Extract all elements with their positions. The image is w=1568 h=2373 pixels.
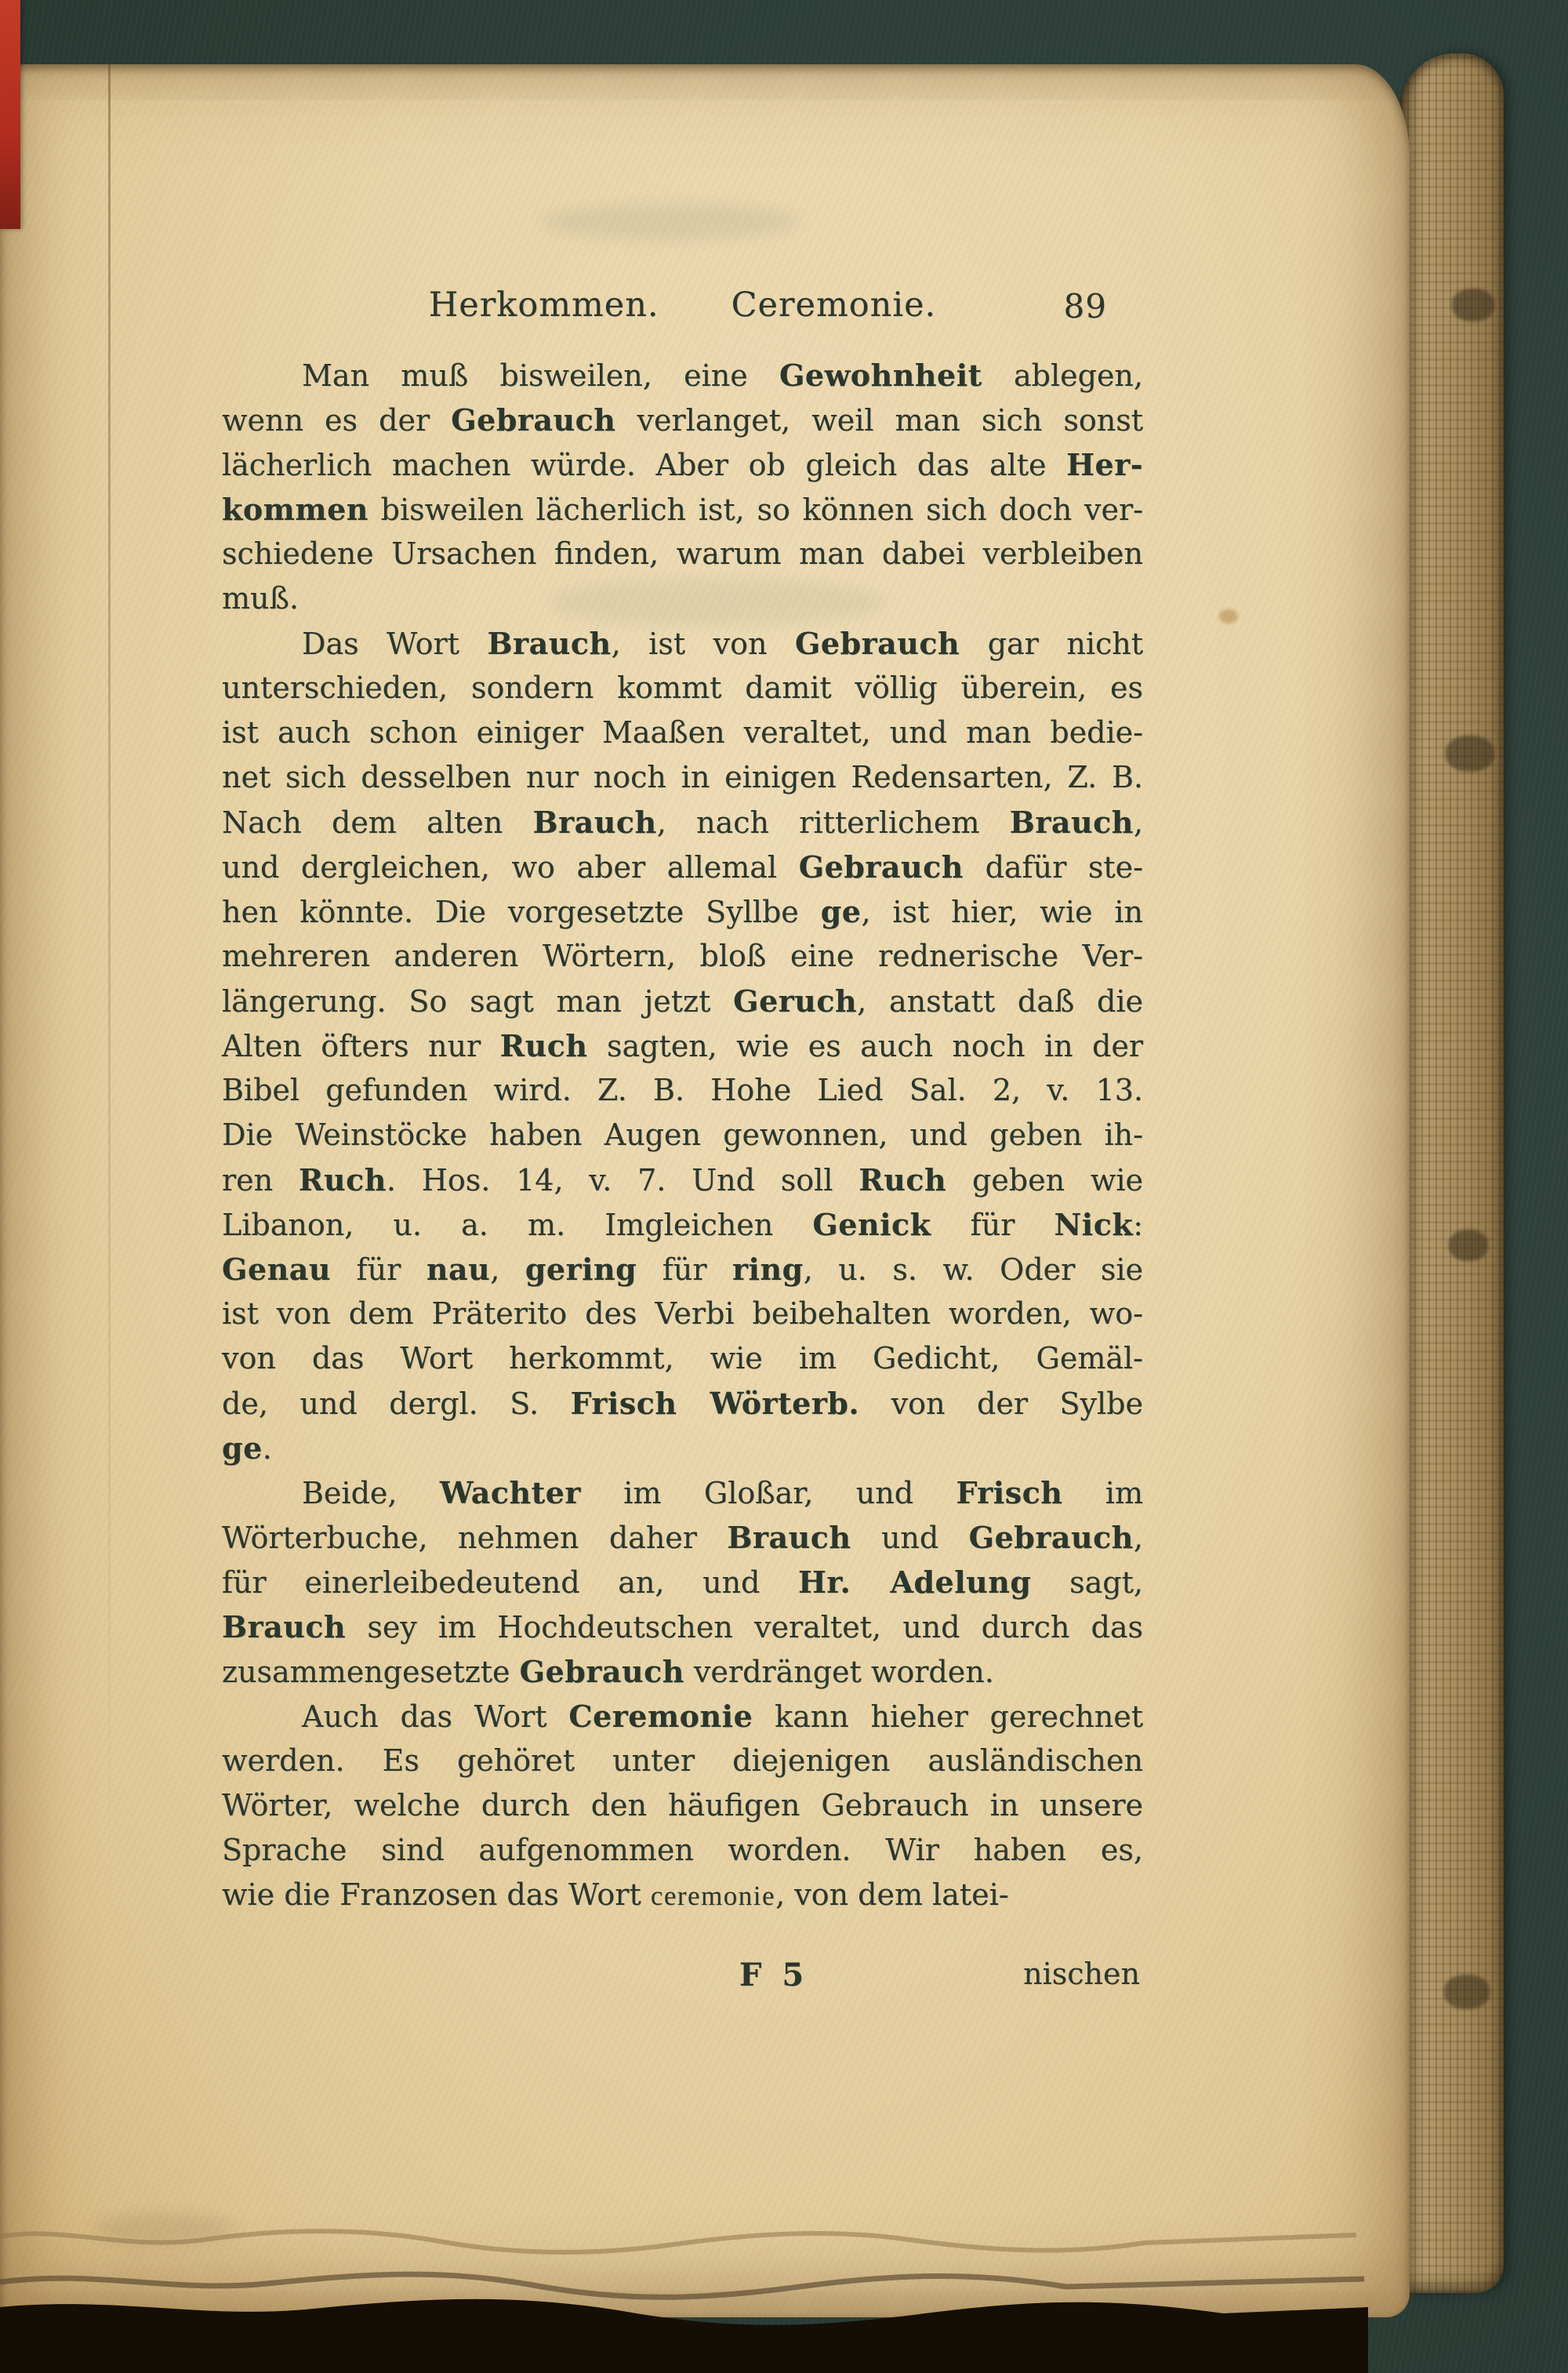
signature-mark: F 5 [739, 1957, 809, 1993]
text-line [222, 1292, 1143, 1336]
text-segment: , ist hier, wie in [861, 895, 1143, 929]
text-segment: geben wie [946, 1163, 1143, 1197]
text-segment: Nach dem alten [222, 805, 533, 840]
text-segment: . Hos. 14, v. 7. Und soll [386, 1163, 859, 1197]
text-segment: Brauch [727, 1520, 851, 1555]
text-segment: Brauch [532, 805, 657, 840]
fore-edge-notch [1452, 289, 1494, 322]
text-line [222, 1828, 1143, 1873]
paper-crease [108, 64, 111, 1907]
text-segment: Auch das Wort [302, 1699, 569, 1734]
text-segment: zusammengesetzte [222, 1655, 520, 1689]
text-line [222, 666, 1143, 710]
paragraph [222, 353, 1143, 621]
text-segment: Frisch Wörterb. [570, 1386, 860, 1421]
text-segment: Wörterbuche, nehmen daher [222, 1521, 728, 1555]
text-segment: , [1133, 805, 1143, 840]
text-segment: Hr. Adelung [798, 1564, 1032, 1600]
text-segment: Ruch [858, 1162, 947, 1197]
paragraph [222, 621, 1143, 1470]
text-segment: für einerleibedeutend an, und [222, 1565, 799, 1600]
text-segment: im Gloßar, und [580, 1476, 956, 1510]
text-line [222, 1157, 1143, 1202]
text-line [222, 800, 1143, 845]
text-segment: , u. s. w. Oder sie [803, 1252, 1143, 1287]
text-line [222, 1515, 1143, 1560]
book-fore-edge [1400, 53, 1504, 2293]
header-title-right: Ceremonie. [731, 285, 937, 325]
text-segment: für [331, 1252, 426, 1287]
text-segment: Geruch [733, 983, 858, 1019]
paper-smudge [541, 204, 800, 240]
text-line [222, 1113, 1143, 1157]
text-block [222, 353, 1143, 1917]
text-segment: Frisch [956, 1475, 1063, 1510]
text-segment: , anstatt daß die [857, 984, 1143, 1019]
text-line [222, 1739, 1143, 1783]
text-segment: de, und dergl. S. [222, 1386, 571, 1421]
text-segment: Gebrauch [794, 626, 960, 661]
bottom-page-edges [0, 2188, 1411, 2373]
text-line [222, 1470, 1143, 1515]
text-segment: Ruch [499, 1028, 588, 1063]
text-segment: werden. Es gehöret unter diejenigen ausländischen [222, 1743, 1143, 1778]
running-header [222, 285, 1143, 328]
text-segment: bisweilen lächerlich ist, so können sich doch ver- [368, 492, 1143, 527]
text-segment: Man muß bisweilen, eine [302, 358, 779, 393]
text-segment: net sich desselben nur noch in einigen Redensarten, Z. B. [222, 760, 1143, 794]
text-segment: gar nicht [960, 627, 1143, 661]
text-segment: . [262, 1431, 272, 1466]
header-title-left: Herkommen. [428, 285, 659, 325]
text-line [222, 487, 1143, 532]
text-line [222, 532, 1143, 576]
text-line [222, 710, 1143, 755]
text-line [222, 934, 1143, 979]
text-segment: , [1133, 1521, 1143, 1555]
text-segment: muß. [222, 581, 299, 616]
text-segment: ring [732, 1252, 804, 1287]
text-segment: , ist von [611, 627, 795, 661]
text-segment: im [1062, 1476, 1143, 1510]
text-line [222, 845, 1143, 889]
text-segment: Beide, [302, 1476, 440, 1510]
text-line [222, 1202, 1143, 1247]
text-segment: mehreren anderen Wörtern, bloß eine rednerische Ver- [222, 939, 1143, 973]
text-segment: Wörter, welche durch den häufigen Gebrauch in unsere [222, 1788, 1143, 1822]
book-page [0, 64, 1410, 2317]
text-segment: Sprache sind aufgenommen worden. Wir haben es, [222, 1833, 1143, 1867]
text-segment: kann hieher gerechnet [753, 1699, 1143, 1734]
text-segment: Das Wort [302, 627, 488, 661]
text-segment: Gebrauch [798, 849, 964, 885]
text-line [222, 398, 1143, 442]
text-segment: für [637, 1252, 733, 1287]
text-segment: von das Wort herkommt, wie im Gedicht, Gemäl- [222, 1341, 1143, 1375]
text-line [222, 1068, 1143, 1113]
text-segment: , von dem latei- [775, 1877, 1009, 1912]
text-segment: Brauch [1009, 805, 1134, 840]
text-segment: unterschieden, sondern kommt damit völlig überein, es [222, 670, 1143, 705]
text-segment: ren [222, 1163, 299, 1197]
text-segment: Nick [1054, 1207, 1134, 1242]
text-segment: von der Sylbe [859, 1386, 1143, 1421]
text-line [222, 1649, 1143, 1694]
text-line [222, 1426, 1143, 1470]
text-line [222, 1604, 1143, 1649]
text-segment: und [851, 1521, 969, 1555]
text-line [222, 1694, 1143, 1739]
text-segment: wenn es der [222, 403, 452, 438]
text-segment: ist auch schon einiger Maaßen veraltet, und man bedie- [222, 715, 1143, 750]
text-segment: , [490, 1252, 525, 1287]
page-edge-shadow-line [0, 2274, 1364, 2297]
text-segment: ge [222, 1430, 263, 1466]
text-line [222, 889, 1143, 934]
text-segment: Genau [222, 1252, 332, 1287]
text-segment: sagt, [1031, 1565, 1143, 1600]
running-header-titles [222, 285, 1143, 325]
text-segment: längerung. So sagt man jetzt [222, 984, 734, 1019]
text-segment: ge [820, 894, 862, 929]
text-segment: wie die Franzosen das Wort [222, 1877, 651, 1912]
text-segment: , nach ritterlichem [656, 805, 1010, 840]
paragraph [222, 1694, 1143, 1917]
text-segment: für [931, 1208, 1054, 1242]
text-line [222, 442, 1143, 487]
page-number: 89 [1063, 287, 1107, 325]
text-segment: Die Weinstöcke haben Augen gewonnen, und geben ih- [222, 1117, 1143, 1152]
text-segment: sagten, wie es auch noch in der [587, 1029, 1143, 1063]
text-line [222, 1783, 1143, 1828]
text-segment: : [1133, 1208, 1143, 1242]
text-segment: verlanget, weil man sich sonst [615, 403, 1143, 438]
text-segment: Gebrauch [968, 1520, 1134, 1555]
text-segment: Ceremonie [568, 1699, 753, 1734]
fore-edge-notch [1449, 1230, 1488, 1261]
text-segment: dafür ste- [963, 850, 1143, 885]
text-segment: Gewohnheit [779, 358, 982, 393]
text-line [222, 621, 1143, 666]
text-line [222, 1247, 1143, 1292]
text-segment: Brauch [222, 1609, 347, 1644]
text-line [222, 353, 1143, 398]
text-segment: Gebrauch [519, 1654, 684, 1689]
text-segment: ceremonie [650, 1881, 776, 1911]
fore-edge-notch [1446, 736, 1494, 772]
text-segment: Her- [1066, 447, 1143, 482]
text-segment: Alten öfters nur [222, 1029, 500, 1063]
page-edge-shadow-line [0, 2231, 1356, 2252]
text-segment: kommen [222, 492, 368, 527]
paragraph [222, 1470, 1143, 1694]
text-segment: ablegen, [982, 358, 1143, 393]
text-segment: gering [524, 1252, 637, 1287]
text-segment: nau [426, 1252, 491, 1287]
text-line [222, 1336, 1143, 1381]
text-line [222, 979, 1143, 1023]
text-segment: Gebrauch [451, 402, 616, 438]
text-segment: Wachter [439, 1475, 581, 1510]
text-segment: Libanon, u. a. m. Imgleichen [222, 1208, 813, 1242]
text-line [222, 1873, 1143, 1917]
text-segment: sey im Hochdeutschen veraltet, und durch das [346, 1610, 1143, 1644]
text-segment: Brauch [487, 626, 612, 661]
bottom-dark-gap [0, 2299, 1368, 2373]
catchword: nischen [1023, 1957, 1140, 1991]
text-line [222, 1381, 1143, 1426]
text-segment: schiedene Ursachen finden, warum man dabei verbleiben [222, 536, 1143, 571]
text-line [222, 1023, 1143, 1068]
text-segment: ist von dem Präterito des Verbi beibehalten worden, wo- [222, 1296, 1143, 1331]
page-footer [222, 1957, 1143, 2001]
text-segment: lächerlich machen würde. Aber ob gleich das alte [222, 448, 1067, 482]
text-line [222, 755, 1143, 800]
text-line [222, 576, 1143, 621]
foxing-spot [1219, 609, 1238, 623]
text-segment: Ruch [298, 1162, 387, 1197]
text-line [222, 1560, 1143, 1604]
text-segment: und dergleichen, wo aber allemal [222, 850, 799, 885]
red-edge-strip [0, 0, 20, 229]
text-segment: Bibel gefunden wird. Z. B. Hohe Lied Sal. 2, v. 13. [222, 1073, 1143, 1107]
text-segment: Genick [812, 1207, 931, 1242]
text-segment: verdränget worden. [684, 1655, 994, 1689]
text-segment: hen könnte. Die vorgesetzte Syllbe [222, 895, 821, 929]
fore-edge-notch [1444, 1975, 1490, 2009]
